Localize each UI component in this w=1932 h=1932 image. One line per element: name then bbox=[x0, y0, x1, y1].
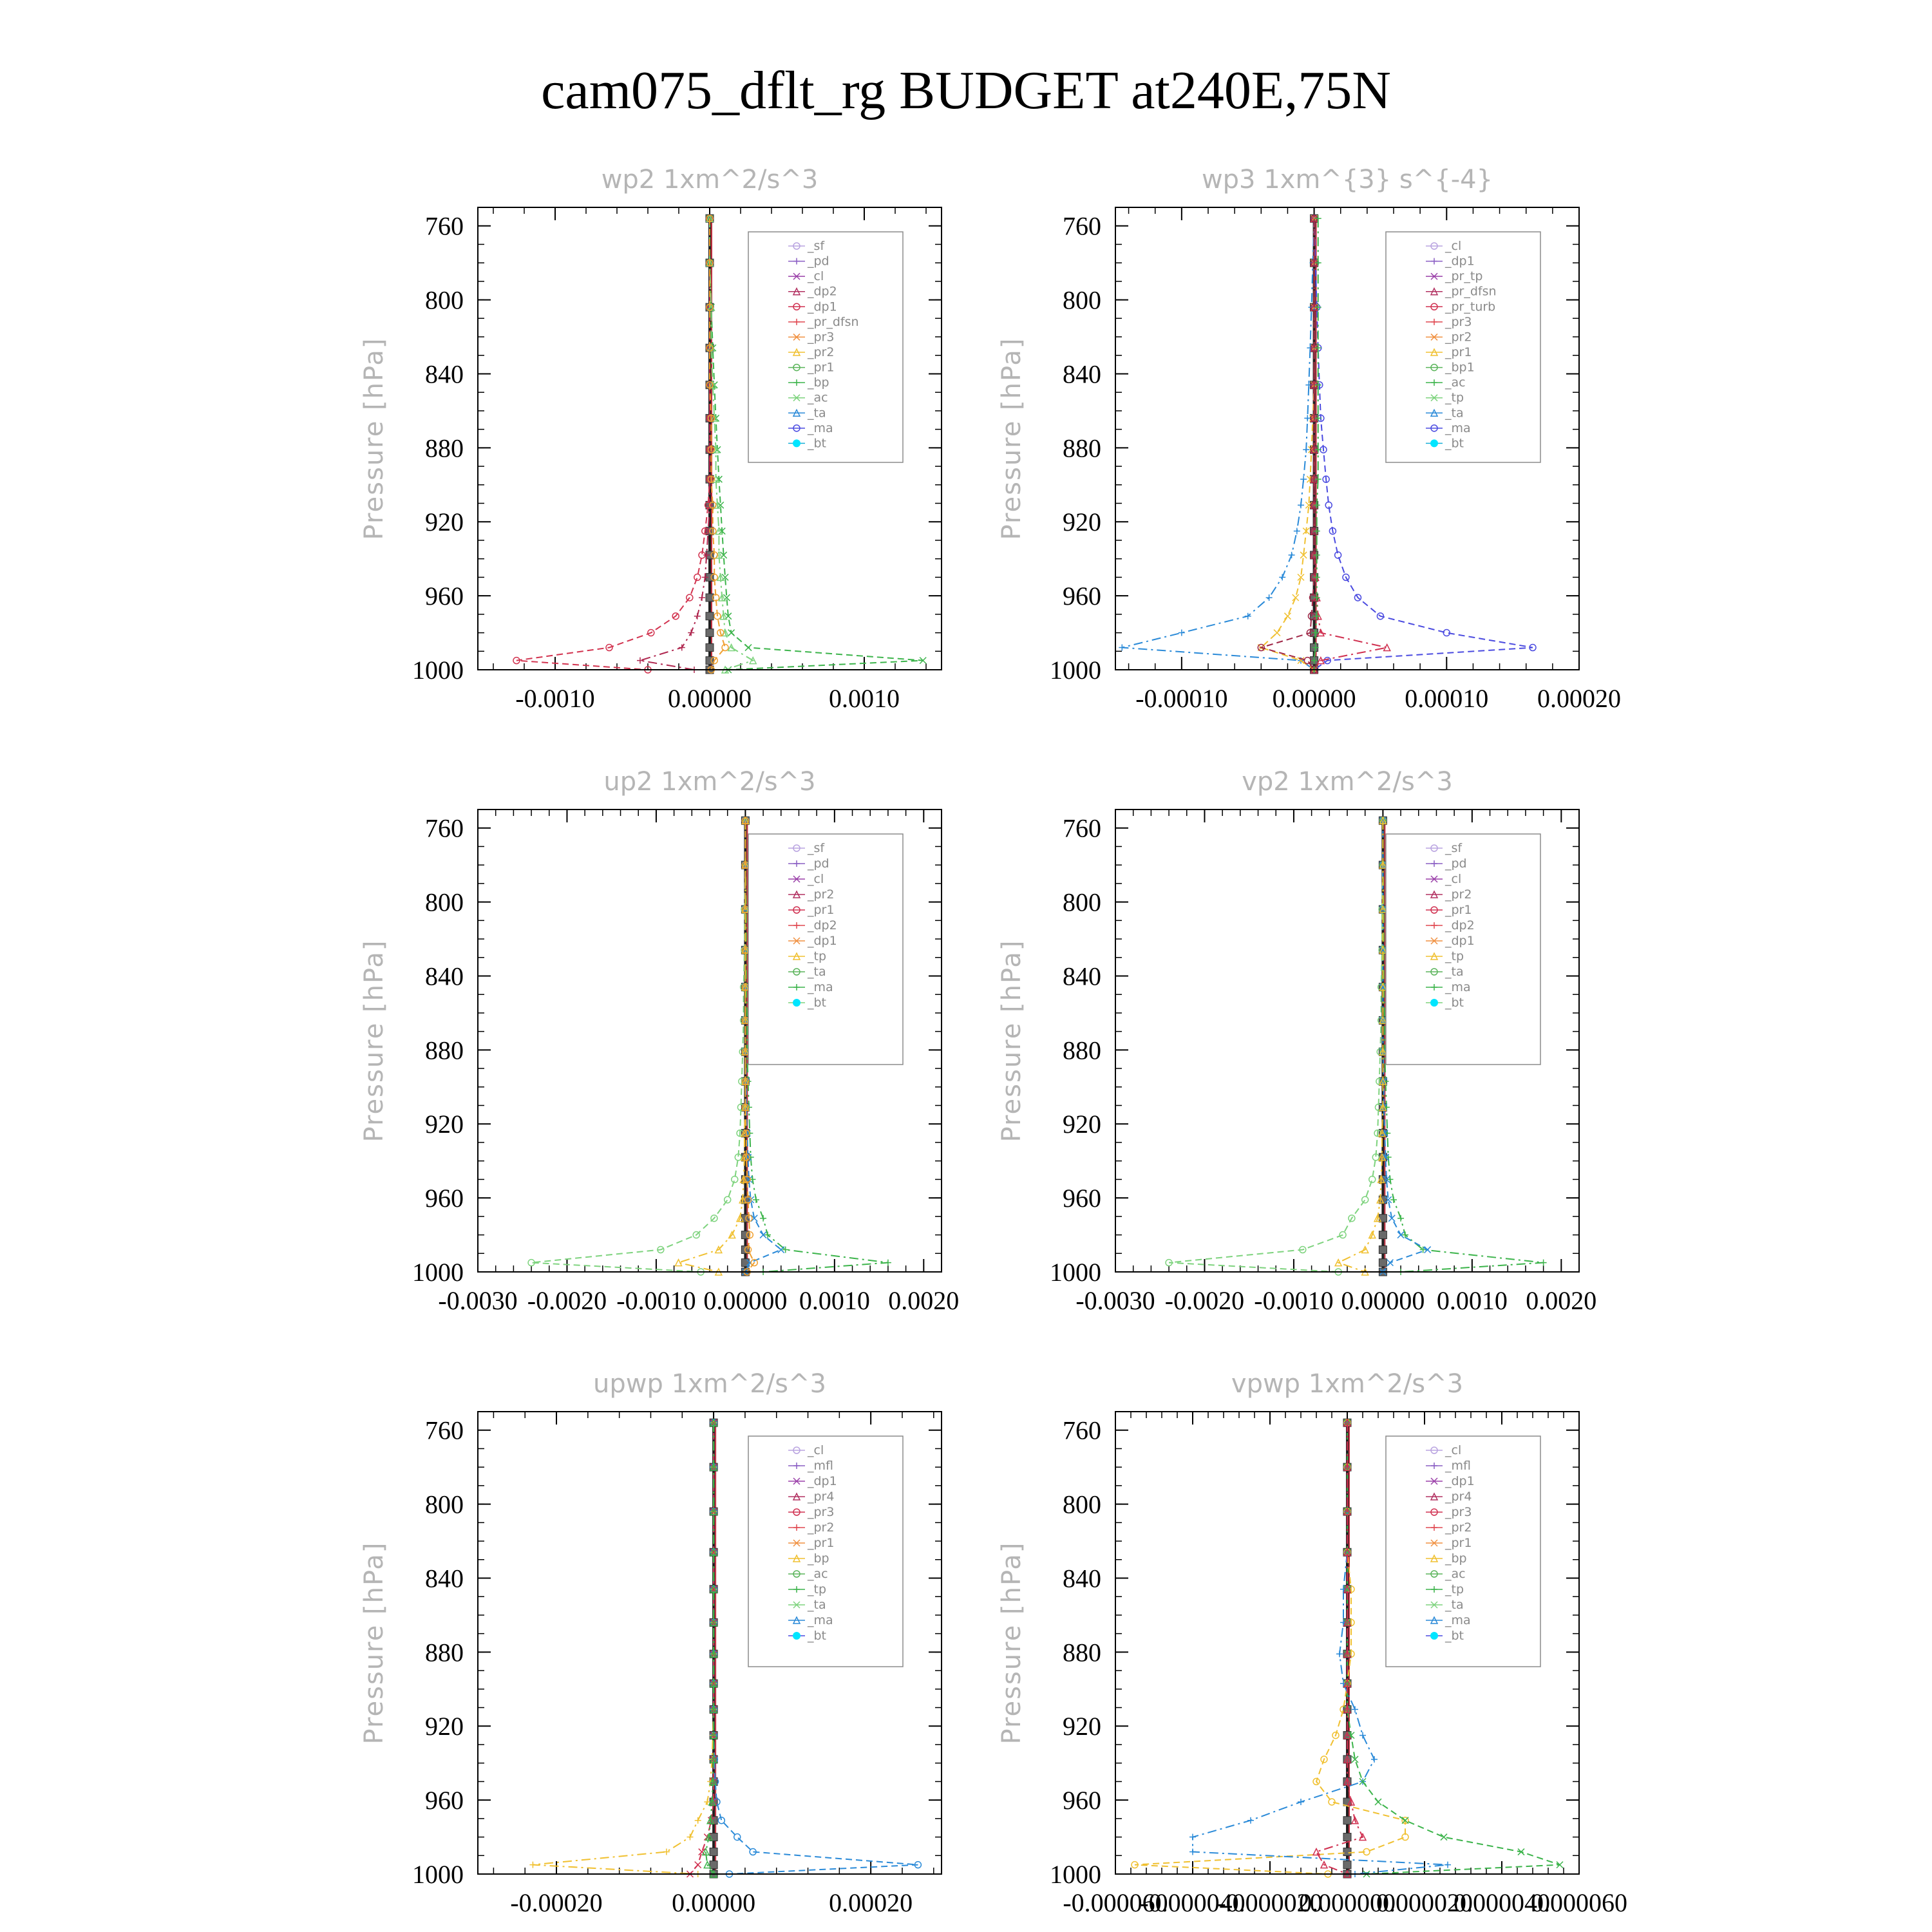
series-point bbox=[679, 645, 685, 651]
legend-entry: _dp1 bbox=[808, 1474, 837, 1488]
legend-entry: _cl bbox=[1445, 1443, 1462, 1457]
series-point bbox=[1352, 1706, 1358, 1712]
x-tick-label: 0.00010 bbox=[1405, 684, 1489, 713]
series-point bbox=[695, 1862, 701, 1868]
series-point bbox=[1179, 630, 1185, 636]
legend-entry: _ac bbox=[1445, 1567, 1466, 1581]
legend-entry: _tp bbox=[1445, 1582, 1464, 1596]
series-point bbox=[1298, 502, 1304, 508]
legend-wp3 bbox=[1386, 232, 1540, 462]
y-tick-label: 1000 bbox=[1050, 1860, 1101, 1889]
chart-panel-upwp bbox=[359, 1369, 942, 1917]
legend-entry: _dp1 bbox=[1445, 934, 1475, 948]
legend-entry: _mfl bbox=[1445, 1459, 1471, 1473]
legend-entry: _ta bbox=[1445, 965, 1464, 979]
y-tick-label: 920 bbox=[425, 1110, 464, 1139]
legend-entry: _bt bbox=[808, 1629, 827, 1643]
series-point bbox=[1362, 1197, 1368, 1203]
x-tick-label: 0.0020 bbox=[1526, 1286, 1597, 1315]
legend-marker bbox=[793, 439, 800, 447]
legend-entry: _bp bbox=[1445, 1551, 1467, 1566]
legend-entry: _bt bbox=[808, 996, 827, 1010]
y-axis-label-up2: Pressure [hPa] bbox=[359, 939, 389, 1142]
zero-profile-marker bbox=[710, 1848, 717, 1856]
series-line bbox=[679, 820, 746, 1272]
y-tick-label: 760 bbox=[425, 813, 464, 843]
legend-entry: _cl bbox=[1445, 239, 1462, 253]
legend-entry: _ma bbox=[1445, 421, 1471, 435]
x-tick-label: -0.000060 bbox=[1063, 1888, 1168, 1917]
legend-entry: _sf bbox=[808, 239, 825, 253]
series-point bbox=[1336, 1651, 1343, 1657]
x-tick-label: 0.00000 bbox=[672, 1888, 756, 1917]
legend-vpwp bbox=[1386, 1436, 1540, 1667]
y-tick-label: 960 bbox=[425, 582, 464, 611]
legend-entry: _bt bbox=[1445, 436, 1464, 451]
zero-profile-marker bbox=[706, 612, 714, 620]
legend-entry: _tp bbox=[808, 1582, 827, 1596]
y-tick-label: 920 bbox=[1063, 1110, 1101, 1139]
legend-entry: _pr2 bbox=[1445, 1520, 1472, 1535]
legend-entry: _tp bbox=[1445, 390, 1464, 405]
legend-entry: _ta bbox=[1445, 1598, 1464, 1612]
legend-entry: _dp1 bbox=[1445, 1474, 1475, 1488]
series-point bbox=[1189, 1849, 1196, 1855]
series-point bbox=[1397, 1215, 1404, 1222]
y-tick-label: 960 bbox=[1063, 1184, 1101, 1213]
series-upwp-_pr1 bbox=[529, 1419, 717, 1877]
series-point bbox=[1247, 1817, 1254, 1824]
y-tick-label: 920 bbox=[425, 1712, 464, 1741]
zero-profile-marker bbox=[1379, 1231, 1387, 1239]
legend-entry: _ma bbox=[1445, 980, 1471, 994]
x-tick-label: -0.0020 bbox=[527, 1286, 607, 1315]
y-tick-label: 960 bbox=[1063, 1786, 1101, 1815]
figure-title: cam075_dflt_rg BUDGET at240E,75N bbox=[541, 61, 1391, 120]
y-tick-label: 840 bbox=[1063, 1564, 1101, 1593]
series-line bbox=[1122, 218, 1314, 670]
zero-profile-marker bbox=[1343, 1817, 1351, 1824]
series-up2-_pr2 bbox=[676, 817, 749, 1275]
series-point bbox=[694, 613, 701, 620]
series-point bbox=[1266, 594, 1273, 601]
panel-title-upwp: upwp 1xm^2/s^3 bbox=[593, 1369, 826, 1399]
x-tick-label: 0.000020 bbox=[1376, 1888, 1473, 1917]
legend-entry: _bp bbox=[808, 375, 829, 390]
y-tick-label: 800 bbox=[1063, 887, 1101, 917]
panel-title-vpwp: vpwp 1xm^2/s^3 bbox=[1231, 1369, 1464, 1399]
series-point bbox=[753, 1197, 759, 1203]
y-tick-label: 1000 bbox=[1050, 1258, 1101, 1287]
legend-entry: _dp1 bbox=[808, 934, 837, 948]
y-tick-label: 840 bbox=[1063, 961, 1101, 991]
x-tick-label: -0.0010 bbox=[1254, 1286, 1334, 1315]
series-point bbox=[695, 1817, 701, 1824]
series-point bbox=[1375, 1799, 1381, 1805]
x-tick-label: -0.0020 bbox=[1164, 1286, 1245, 1315]
x-tick-label: 0.00000 bbox=[1272, 684, 1356, 713]
series-point bbox=[1298, 1799, 1304, 1805]
x-tick-label: -0.0030 bbox=[1075, 1286, 1155, 1315]
series-point bbox=[1189, 1834, 1196, 1841]
legend-entry: _tp bbox=[808, 949, 827, 963]
series-point bbox=[734, 1834, 741, 1841]
series-point bbox=[663, 1849, 670, 1855]
x-tick-label: -0.000040 bbox=[1140, 1888, 1245, 1917]
legend-entry: _cl bbox=[808, 872, 824, 886]
legend-entry: _tp bbox=[1445, 949, 1464, 963]
y-tick-label: 880 bbox=[425, 433, 464, 463]
y-tick-label: 800 bbox=[425, 285, 464, 315]
legend-marker bbox=[1430, 1632, 1438, 1640]
legend-entry: _dp2 bbox=[1445, 918, 1475, 933]
series-point bbox=[1444, 1862, 1451, 1868]
series-line bbox=[516, 218, 710, 670]
x-tick-label: 0.000060 bbox=[1531, 1888, 1627, 1917]
series-point bbox=[1304, 658, 1311, 664]
series-line bbox=[1314, 218, 1387, 670]
panel-title-wp3: wp3 1xm^{3} s^{-4} bbox=[1201, 165, 1493, 194]
y-tick-label: 960 bbox=[425, 1786, 464, 1815]
zero-profile-marker bbox=[1343, 1848, 1351, 1856]
series-line bbox=[1135, 1423, 1405, 1874]
legend-entry: _bt bbox=[1445, 996, 1464, 1010]
series-point bbox=[1387, 1176, 1393, 1182]
series-point bbox=[1289, 552, 1295, 558]
series-point bbox=[1369, 1176, 1376, 1182]
y-tick-label: 1000 bbox=[412, 1860, 464, 1889]
legend-marker bbox=[793, 999, 800, 1007]
legend-entry: _pr1 bbox=[808, 903, 835, 917]
series-vp2-_pr2 bbox=[1335, 817, 1386, 1275]
legend-marker bbox=[1430, 439, 1438, 447]
legend-entry: _pr1 bbox=[1445, 1536, 1472, 1550]
series-wp2-_dp1 bbox=[513, 215, 713, 673]
y-tick-label: 960 bbox=[1063, 582, 1101, 611]
chart-panel-vpwp bbox=[997, 1369, 1627, 1917]
series-vpwp-_pr1 bbox=[1132, 1419, 1408, 1877]
x-tick-label: 0.0010 bbox=[799, 1286, 870, 1315]
series-point bbox=[732, 1176, 738, 1182]
legend-entry: _pr4 bbox=[808, 1490, 835, 1504]
zero-profile-marker bbox=[1343, 1833, 1351, 1841]
legend-entry: _dp2 bbox=[808, 284, 837, 299]
y-tick-label: 920 bbox=[1063, 507, 1101, 537]
legend-entry: _pr1 bbox=[1445, 903, 1472, 917]
legend-entry: _ta bbox=[808, 406, 826, 421]
zero-profile-marker bbox=[1379, 1259, 1387, 1267]
series-point bbox=[1304, 415, 1311, 421]
legend-up2 bbox=[748, 834, 903, 1065]
y-tick-label: 760 bbox=[1063, 1416, 1101, 1445]
y-tick-label: 1000 bbox=[412, 1258, 464, 1287]
x-tick-label: 0.00020 bbox=[829, 1888, 913, 1917]
legend-entry: _pr_tp bbox=[1445, 269, 1483, 284]
y-tick-label: 880 bbox=[1063, 1638, 1101, 1667]
legend-entry: _pd bbox=[808, 254, 829, 269]
y-tick-label: 880 bbox=[425, 1638, 464, 1667]
legend-entry: _ta bbox=[808, 965, 826, 979]
chart-panel-wp2 bbox=[359, 165, 942, 713]
x-tick-label: 0.00000 bbox=[1341, 1286, 1425, 1315]
y-tick-label: 800 bbox=[425, 1490, 464, 1519]
x-tick-label: 0.00020 bbox=[1537, 684, 1621, 713]
legend-entry: _mfl bbox=[808, 1459, 833, 1473]
series-point bbox=[699, 594, 705, 601]
x-tick-label: -0.00020 bbox=[510, 1888, 603, 1917]
legend-entry: _ma bbox=[808, 980, 833, 994]
series-point bbox=[722, 645, 728, 651]
zero-profile-marker bbox=[706, 629, 714, 637]
zero-profile-marker bbox=[1379, 1246, 1387, 1254]
series-up2-_dp1 bbox=[528, 817, 748, 1275]
series-wp3-_ma bbox=[1119, 215, 1317, 673]
y-tick-label: 800 bbox=[1063, 1490, 1101, 1519]
legend-vp2 bbox=[1386, 834, 1540, 1065]
y-tick-label: 960 bbox=[425, 1184, 464, 1213]
y-tick-label: 840 bbox=[425, 359, 464, 389]
series-point bbox=[1294, 528, 1300, 535]
legend-entry: _cl bbox=[808, 269, 824, 284]
y-tick-label: 920 bbox=[1063, 1712, 1101, 1741]
legend-entry: _ma bbox=[808, 1613, 833, 1627]
legend-entry: _pr3 bbox=[808, 330, 835, 345]
series-point bbox=[688, 630, 694, 636]
legend-entry: _ma bbox=[1445, 1613, 1471, 1627]
legend-entry: _pr_turb bbox=[1445, 299, 1496, 314]
series-line bbox=[1338, 820, 1383, 1272]
legend-entry: _pr1 bbox=[808, 360, 835, 375]
legend-wp2 bbox=[748, 232, 903, 462]
series-line bbox=[1169, 820, 1383, 1272]
y-tick-label: 760 bbox=[425, 211, 464, 241]
x-tick-label: -0.0010 bbox=[515, 684, 595, 713]
series-line bbox=[533, 1423, 714, 1874]
series-vp2-_dp1 bbox=[1166, 817, 1386, 1275]
y-tick-label: 920 bbox=[425, 507, 464, 537]
series-point bbox=[694, 574, 701, 580]
x-tick-label: 0.000000 bbox=[1299, 1888, 1396, 1917]
legend-entry: _dp2 bbox=[808, 918, 837, 933]
series-point bbox=[1303, 446, 1309, 453]
legend-entry: _pr3 bbox=[1445, 1505, 1472, 1519]
legend-entry: _bt bbox=[1445, 1629, 1464, 1643]
legend-entry: _cl bbox=[1445, 872, 1462, 886]
x-tick-label: 0.00000 bbox=[668, 684, 752, 713]
x-tick-label: -0.0030 bbox=[438, 1286, 518, 1315]
series-point bbox=[1540, 1260, 1547, 1266]
y-axis-label-vpwp: Pressure [hPa] bbox=[997, 1541, 1027, 1745]
legend-entry: _sf bbox=[808, 841, 825, 855]
legend-entry: _ta bbox=[1445, 406, 1464, 421]
legend-entry: _pr2 bbox=[1445, 887, 1472, 902]
legend-entry: _ac bbox=[1445, 375, 1466, 390]
y-tick-label: 800 bbox=[1063, 285, 1101, 315]
series-point bbox=[1313, 1849, 1320, 1855]
zero-profile-marker bbox=[1343, 1861, 1351, 1869]
legend-entry: _pr2 bbox=[808, 1520, 835, 1535]
y-tick-label: 1000 bbox=[1050, 656, 1101, 685]
legend-entry: _ta bbox=[808, 1598, 826, 1612]
zero-profile-marker bbox=[706, 644, 714, 652]
legend-entry: _bt bbox=[808, 436, 827, 451]
series-wp3-_pr_dfsn bbox=[1258, 215, 1317, 673]
y-tick-label: 800 bbox=[425, 887, 464, 917]
y-tick-label: 1000 bbox=[412, 656, 464, 685]
legend-entry: _pr4 bbox=[1445, 1490, 1472, 1504]
series-line bbox=[690, 1423, 714, 1874]
y-tick-label: 880 bbox=[1063, 1036, 1101, 1065]
legend-entry: _cl bbox=[808, 1443, 824, 1457]
series-point bbox=[1387, 1260, 1393, 1266]
series-point bbox=[1279, 574, 1285, 580]
y-tick-label: 840 bbox=[425, 961, 464, 991]
legend-entry: _pd bbox=[808, 857, 829, 871]
series-point bbox=[760, 1215, 766, 1222]
series-point bbox=[1371, 1756, 1378, 1763]
legend-entry: _pd bbox=[1445, 857, 1467, 871]
series-point bbox=[724, 1197, 731, 1203]
legend-entry: _pr3 bbox=[1445, 314, 1472, 329]
chart-panel-vp2 bbox=[997, 767, 1596, 1315]
series-point bbox=[1300, 476, 1307, 482]
legend-entry: _pr_dfsn bbox=[1445, 284, 1497, 299]
legend-entry: _sf bbox=[1445, 841, 1463, 855]
y-tick-label: 840 bbox=[1063, 359, 1101, 389]
legend-entry: _ma bbox=[808, 421, 833, 435]
panel-title-up2: up2 1xm^2/s^3 bbox=[603, 767, 816, 797]
legend-entry: _ac bbox=[808, 390, 828, 405]
x-tick-label: -0.000020 bbox=[1217, 1888, 1323, 1917]
x-tick-label: -0.00010 bbox=[1135, 684, 1228, 713]
legend-entry: _dp1 bbox=[808, 299, 837, 314]
panels-container bbox=[359, 165, 1627, 1917]
series-point bbox=[885, 1260, 891, 1266]
series-line bbox=[531, 820, 745, 1272]
legend-marker bbox=[1430, 999, 1438, 1007]
series-point bbox=[1441, 1834, 1447, 1841]
y-axis-label-wp2: Pressure [hPa] bbox=[359, 337, 389, 540]
legend-entry: _pr1 bbox=[1445, 345, 1472, 359]
series-line bbox=[1316, 1423, 1363, 1874]
series-point bbox=[529, 1862, 536, 1868]
series-point bbox=[637, 658, 643, 664]
panel-title-vp2: vp2 1xm^2/s^3 bbox=[1242, 767, 1453, 797]
chart-panel-wp3 bbox=[997, 165, 1621, 713]
legend-entry: _pr_dfsn bbox=[808, 314, 859, 329]
y-tick-label: 880 bbox=[1063, 433, 1101, 463]
legend-entry: _pr3 bbox=[808, 1505, 835, 1519]
series-wp3-_pr2 bbox=[1258, 215, 1317, 673]
x-tick-label: 0.0020 bbox=[888, 1286, 960, 1315]
y-tick-label: 760 bbox=[1063, 813, 1101, 843]
x-tick-label: 0.00000 bbox=[703, 1286, 788, 1315]
x-tick-label: -0.0010 bbox=[616, 1286, 696, 1315]
series-point bbox=[687, 1834, 693, 1841]
series-wp2-_dp2 bbox=[637, 215, 713, 673]
x-tick-label: 0.0010 bbox=[1436, 1286, 1508, 1315]
legend-entry: _dp1 bbox=[1445, 254, 1475, 269]
series-point bbox=[1284, 613, 1291, 620]
legend-upwp bbox=[748, 1436, 903, 1667]
chart-panel-up2 bbox=[359, 767, 959, 1315]
legend-entry: _bp1 bbox=[1445, 360, 1475, 375]
y-tick-label: 880 bbox=[425, 1036, 464, 1065]
series-point bbox=[1359, 1732, 1366, 1739]
y-tick-label: 760 bbox=[425, 1416, 464, 1445]
y-tick-label: 760 bbox=[1063, 211, 1101, 241]
series-line bbox=[640, 218, 710, 670]
y-axis-label-vp2: Pressure [hPa] bbox=[997, 939, 1027, 1142]
legend-entry: _pr2 bbox=[808, 887, 835, 902]
y-axis-label-upwp: Pressure [hPa] bbox=[359, 1541, 389, 1745]
series-wp3-_pr_turb bbox=[1311, 215, 1390, 673]
panel-title-wp2: wp2 1xm^2/s^3 bbox=[601, 165, 819, 194]
series-point bbox=[1274, 630, 1280, 636]
x-tick-label: 0.0010 bbox=[829, 684, 900, 713]
legend-entry: _pr2 bbox=[1445, 330, 1472, 345]
x-tick-label: 0.000040 bbox=[1454, 1888, 1550, 1917]
series-point bbox=[1119, 645, 1125, 651]
legend-entry: _bp bbox=[808, 1551, 829, 1566]
series-point bbox=[1390, 1197, 1397, 1203]
series-point bbox=[1293, 594, 1299, 601]
legend-entry: _pr2 bbox=[808, 345, 835, 359]
y-tick-label: 840 bbox=[425, 1564, 464, 1593]
zero-profile-marker bbox=[710, 1861, 717, 1869]
series-point bbox=[745, 645, 752, 651]
y-axis-label-wp3: Pressure [hPa] bbox=[997, 337, 1027, 540]
legend-entry: _ac bbox=[808, 1567, 828, 1581]
legend-marker bbox=[793, 1632, 800, 1640]
legend-entry: _pr1 bbox=[808, 1536, 835, 1550]
